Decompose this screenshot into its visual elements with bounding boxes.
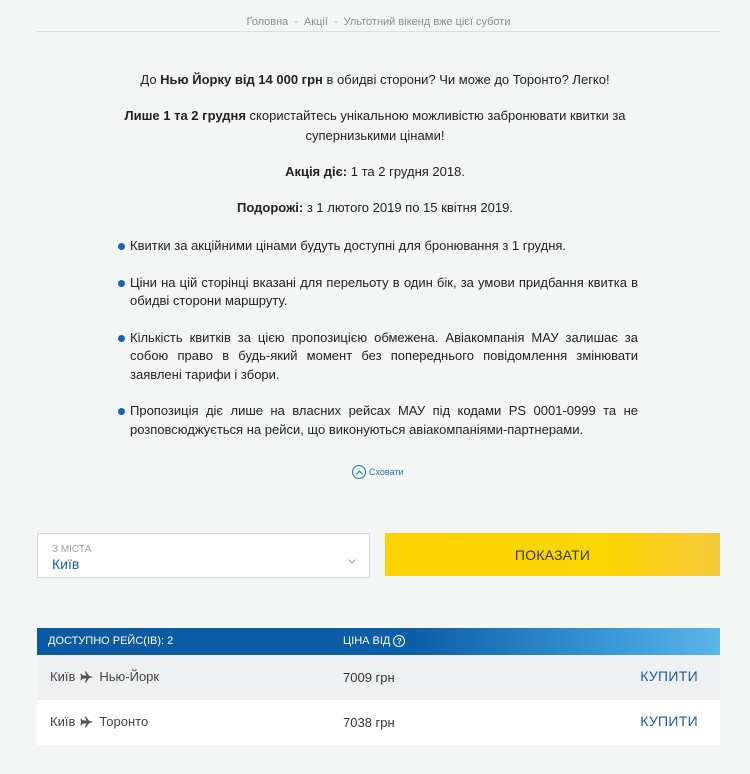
promo-dates-offer bbox=[110, 106, 640, 146]
from-city-value: Київ bbox=[52, 556, 80, 572]
route-to: Нью-Йорк bbox=[99, 669, 160, 684]
promo-dates-text: скористайтесь унікальною можливістю забронювати квитки за супернизькими цінами! bbox=[245, 108, 626, 143]
route-from: Київ bbox=[50, 669, 76, 684]
breadcrumb-separator: - bbox=[294, 16, 298, 28]
list-item-text: Квитки за акційними цінами будуть доступні для бронювання з 1 грудня. bbox=[130, 238, 567, 253]
promo-headline-post: в обидві сторони? Чи може до Торонто? Легко! bbox=[322, 72, 610, 87]
buy-button[interactable]: КУПИТИ bbox=[640, 713, 698, 729]
available-flights-header: ДОСТУПНО РЕЙС(ІВ): 2 bbox=[48, 635, 174, 647]
breadcrumb bbox=[37, 14, 720, 32]
plane-icon bbox=[80, 716, 94, 728]
price-from-label: ЦІНА ВІД bbox=[343, 635, 391, 647]
promo-travel-value: з 1 лютого 2019 по 15 квітня 2019. bbox=[303, 200, 513, 215]
promo-text bbox=[110, 70, 640, 218]
promo-validity-label: Акція діє: bbox=[285, 164, 348, 179]
chevron-up-icon bbox=[352, 465, 366, 479]
route-from: Київ bbox=[50, 714, 76, 729]
list-item bbox=[115, 402, 638, 439]
route-to: Торонто bbox=[99, 714, 149, 729]
flights-table bbox=[37, 628, 720, 745]
promo-headline-pre: До bbox=[140, 72, 161, 87]
bullet-icon bbox=[118, 243, 125, 250]
from-city-select[interactable] bbox=[37, 533, 370, 578]
route bbox=[50, 714, 148, 729]
breadcrumb-current: Ультотний вікенд вже цієї суботи bbox=[343, 16, 511, 28]
breadcrumb-home[interactable]: Головна bbox=[246, 16, 289, 28]
bullet-icon bbox=[118, 408, 125, 415]
table-row bbox=[37, 655, 720, 700]
table-header bbox=[37, 628, 720, 655]
bullet-icon bbox=[118, 280, 125, 287]
show-button[interactable]: ПОКАЗАТИ bbox=[385, 533, 720, 576]
promo-travel-label: Подорожі: bbox=[237, 200, 304, 215]
promo-headline-bold: Нью Йорку від 14 000 грн bbox=[160, 72, 323, 87]
breadcrumb-promotions[interactable]: Акції bbox=[303, 16, 328, 28]
bullet-icon bbox=[118, 335, 125, 342]
flight-price: 7009 грн bbox=[343, 670, 395, 685]
promo-validity bbox=[110, 162, 640, 182]
list-item bbox=[115, 329, 638, 385]
promo-dates-bold: Лише 1 та 2 грудня bbox=[124, 108, 246, 123]
list-item-text: Ціни на цій сторінці вказані для перельоту в один бік, за умови придбання квитка в обидві сторони маршруту. bbox=[130, 274, 638, 308]
route bbox=[50, 669, 159, 684]
from-city-label: З МІСТА bbox=[52, 544, 92, 555]
flight-price: 7038 грн bbox=[343, 715, 395, 730]
breadcrumb-separator: - bbox=[333, 16, 338, 28]
list-item bbox=[115, 274, 638, 311]
plane-icon bbox=[80, 671, 94, 683]
help-icon[interactable]: ? bbox=[393, 635, 405, 647]
list-item-text: Кількість квитків за цією пропозицією обмежена. Авіакомпанія МАУ залишає за собою право в будь-який момент без попереднього повідомлення змінювати заявлені тарифи і збори. bbox=[130, 329, 638, 382]
collapse-label: Сховати bbox=[369, 467, 404, 477]
table-row bbox=[37, 700, 720, 745]
conditions-list bbox=[115, 237, 638, 439]
list-item bbox=[115, 237, 638, 256]
promo-travel bbox=[110, 198, 640, 218]
collapse-link[interactable] bbox=[352, 465, 404, 479]
buy-button[interactable]: КУПИТИ bbox=[640, 668, 698, 684]
chevron-down-icon bbox=[348, 556, 356, 567]
promo-headline bbox=[110, 70, 640, 90]
price-from-header bbox=[343, 635, 405, 647]
list-item-text: Пропозиція діє лише на власних рейсах МАУ під кодами PS 0001-0999 та не розповсюджується на рейси, що виконуються авіакомпаніями-партнерами. bbox=[130, 403, 638, 437]
promo-validity-value: 1 та 2 грудня 2018. bbox=[347, 164, 465, 179]
